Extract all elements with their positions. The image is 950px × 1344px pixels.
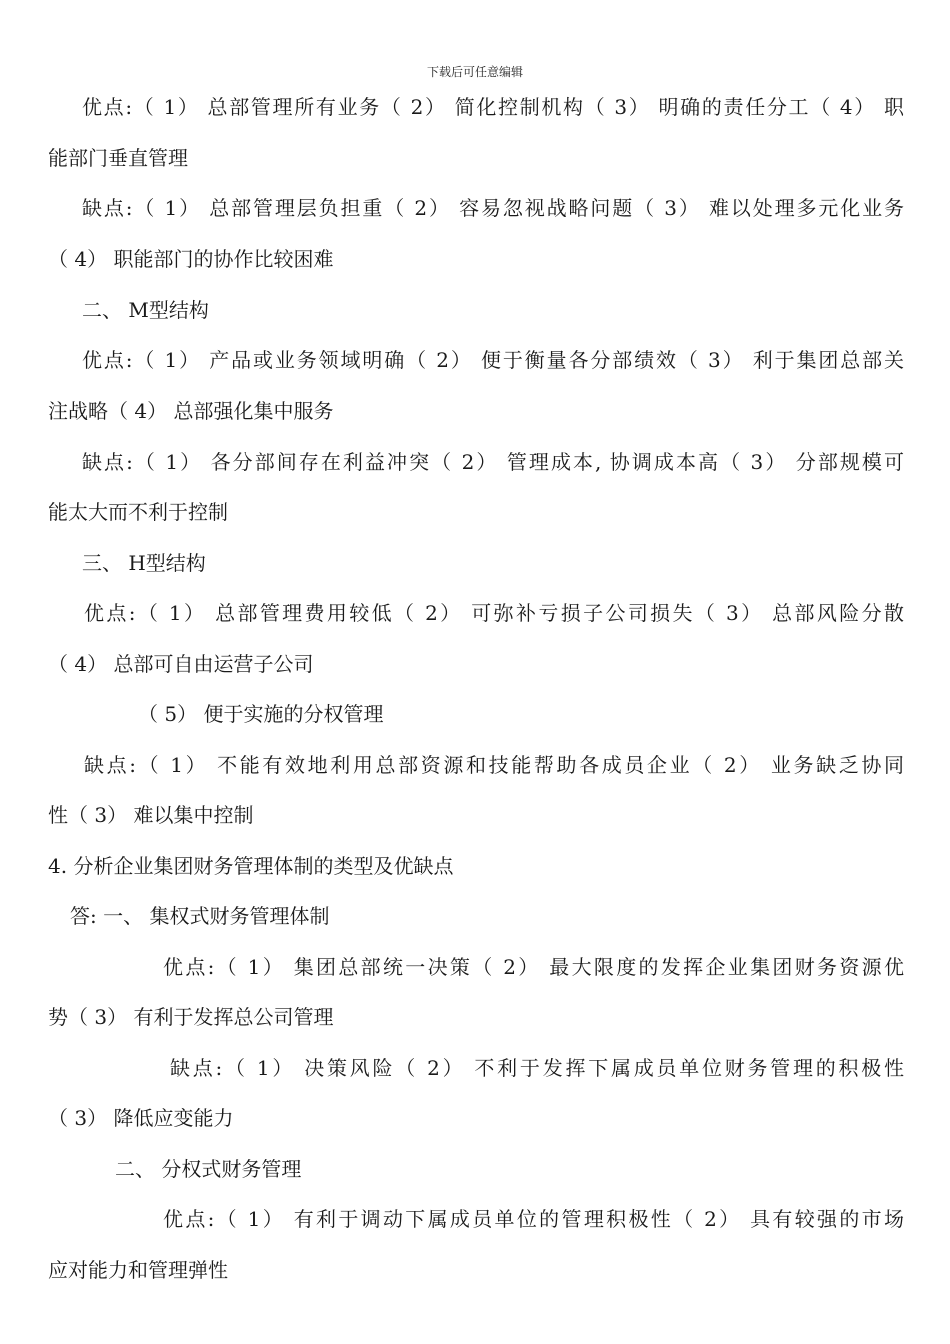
section-heading: 二、 分权式财务管理	[115, 1157, 302, 1181]
text-line: 优点:（ 1） 有利于调动下属成员单位的管理积极性（ 2） 具有较强的市场	[163, 1207, 904, 1231]
text-line: 注战略（ 4） 总部强化集中服务	[48, 399, 334, 423]
question-heading: 4. 分析企业集团财务管理体制的类型及优缺点	[48, 854, 454, 878]
text-line: 优点:（ 1） 集团总部统一决策（ 2） 最大限度的发挥企业集团财务资源优	[163, 955, 904, 979]
text-line: 势（ 3） 有利于发挥总公司管理	[48, 1005, 334, 1029]
text-line: （ 4） 职能部门的协作比较困难	[48, 247, 334, 271]
text-line: 性（ 3） 难以集中控制	[48, 803, 254, 827]
text-line: 能部门垂直管理	[48, 146, 188, 170]
text-line: 缺点:（ 1） 总部管理层负担重（ 2） 容易忽视战略问题（ 3） 难以处理多元化业务	[82, 196, 904, 220]
text-line: （ 5） 便于实施的分权管理	[138, 702, 384, 726]
section-heading: 三、 H型结构	[82, 551, 206, 575]
page-header-watermark: 下载后可任意编辑	[426, 65, 523, 79]
text-line: 优点:（ 1） 总部管理所有业务（ 2） 简化控制机构（ 3） 明确的责任分工（ 4） 职	[82, 95, 904, 119]
text-line: 能太大而不利于控制	[48, 500, 228, 524]
text-line: 优点:（ 1） 产品或业务领域明确（ 2） 便于衡量各分部绩效（ 3） 利于集团总部关	[82, 348, 904, 372]
text-line: 缺点:（ 1） 各分部间存在利益冲突（ 2） 管理成本, 协调成本高（ 3） 分部规模可	[82, 450, 904, 474]
section-heading: 二、 M型结构	[82, 298, 209, 322]
text-line: （ 4） 总部可自由运营子公司	[48, 652, 314, 676]
text-line: 缺点:（ 1） 决策风险（ 2） 不利于发挥下属成员单位财务管理的积极性	[170, 1056, 904, 1080]
text-line: 缺点:（ 1） 不能有效地利用总部资源和技能帮助各成员企业（ 2） 业务缺乏协同	[84, 753, 904, 777]
text-line: 优点:（ 1） 总部管理费用较低（ 2） 可弥补亏损子公司损失（ 3） 总部风险分散	[84, 601, 904, 625]
answer-heading: 答: 一、 集权式财务管理体制	[70, 904, 330, 928]
text-line: 应对能力和管理弹性	[48, 1258, 228, 1282]
text-line: （ 3） 降低应变能力	[48, 1106, 234, 1130]
